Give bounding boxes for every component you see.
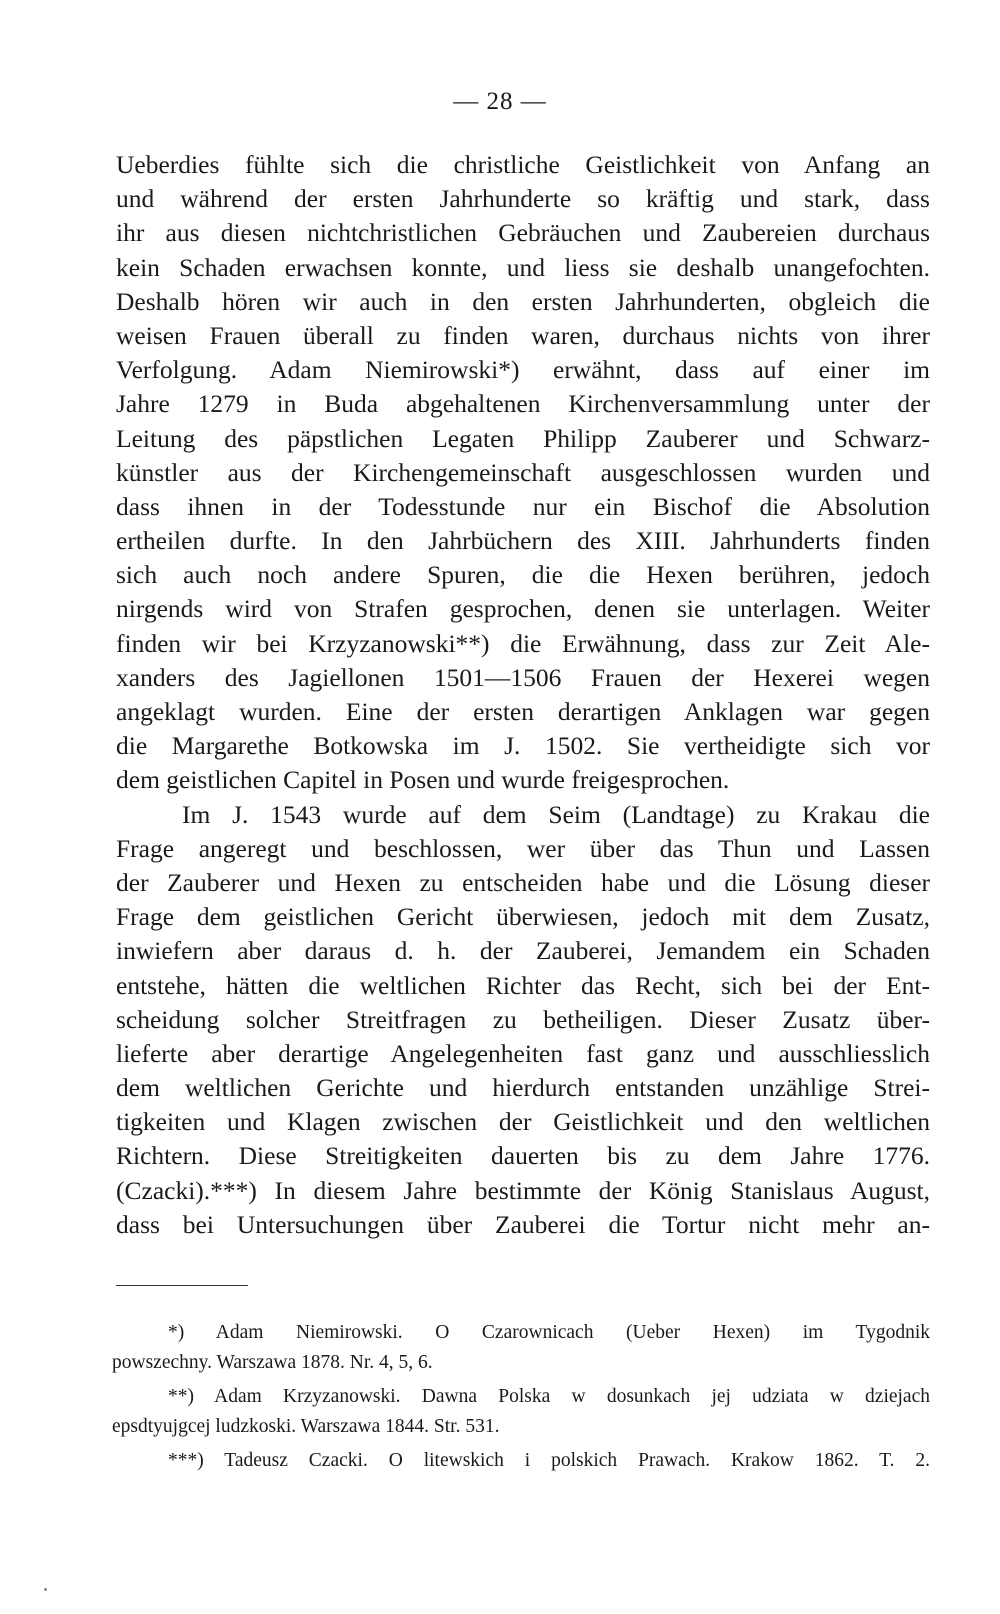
paragraph-1 — [116, 148, 930, 798]
footnotes — [112, 1318, 930, 1476]
text-line: (Czacki).***) In diesem Jahre bestimmte der König Stanislaus August, — [116, 1175, 930, 1205]
text-line: finden wir bei Krzyzanowski**) die Erwähnung, dass zur Zeit Ale- — [116, 628, 930, 658]
text-line: tigkeiten und Klagen zwischen der Geistlichkeit und den weltlichen — [116, 1107, 930, 1137]
text-line: ertheilen durfte. In den Jahrbüchern des XIII. Jahrhunderts finden — [116, 526, 930, 556]
text-line: Verfolgung. Adam Niemirowski*) erwähnt, dass auf einer im — [116, 355, 930, 385]
text-line: inwiefern aber daraus d. h. der Zauberei, Jemandem ein Schaden — [116, 936, 930, 966]
text-line: künstler aus der Kirchengemeinschaft ausgeschlossen wurden und — [116, 457, 930, 487]
text-line: Richtern. Diese Streitigkeiten dauerten bis zu dem Jahre 1776. — [116, 1141, 930, 1171]
text-line: dem weltlichen Gerichte und hierdurch entstanden unzählige Strei- — [116, 1073, 930, 1103]
text-line: dass ihnen in der Todesstunde nur ein Bischof die Absolution — [116, 491, 930, 521]
footnote-line: ***) Tadeusz Czacki. O litewskich i polskich Prawach. Krakow 1862. T. 2. — [168, 1450, 930, 1471]
footnote-line: epsdtyujgcej ludzkoski. Warszawa 1844. Str. 531. — [112, 1416, 500, 1437]
text-line: kein Schaden erwachsen konnte, und liess sie deshalb unangefochten. — [116, 252, 930, 282]
scan-speck — [44, 1588, 47, 1591]
text-line: Leitung des päpstlichen Legaten Philipp Zauberer und Schwarz- — [116, 423, 930, 453]
footnote-1 — [112, 1318, 930, 1378]
footnote-divider — [116, 1285, 248, 1286]
footnote-line: powszechny. Warszawa 1878. Nr. 4, 5, 6. — [112, 1352, 433, 1373]
text-line: Jahre 1279 in Buda abgehaltenen Kirchenversammlung unter der — [116, 389, 930, 419]
text-line: scheidung solcher Streitfragen zu betheiligen. Dieser Zusatz über- — [116, 1004, 930, 1034]
text-line: ihr aus diesen nichtchristlichen Gebräuchen und Zaubereien durchaus — [116, 218, 930, 248]
footnote-3 — [112, 1446, 930, 1476]
footnote-line: *) Adam Niemirowski. O Czarownicach (Ueber Hexen) im Tygodnik — [168, 1322, 930, 1343]
text-line: und während der ersten Jahrhunderte so kräftig und stark, dass — [116, 184, 930, 214]
text-line: lieferte aber derartige Angelegenheiten fast ganz und ausschliesslich — [116, 1038, 930, 1068]
text-line: dem geistlichen Capitel in Posen und wurde freigesprochen. — [116, 765, 730, 795]
text-line: nirgends wird von Strafen gesprochen, denen sie unterlagen. Weiter — [116, 594, 930, 624]
footnote-line: **) Adam Krzyzanowski. Dawna Polska w dosunkach jej udziata w dziejach — [168, 1386, 930, 1407]
text-line: Frage angeregt und beschlossen, wer über das Thun und Lassen — [116, 833, 930, 863]
paragraph-2 — [116, 798, 930, 1242]
text-line: Ueberdies fühlte sich die christliche Geistlichkeit von Anfang an — [116, 150, 930, 179]
text-line: der Zauberer und Hexen zu entscheiden habe und die Lösung dieser — [116, 867, 930, 897]
footnote-2 — [112, 1382, 930, 1442]
text-line: angeklagt wurden. Eine der ersten derartigen Anklagen war gegen — [116, 697, 930, 726]
text-line: Deshalb hören wir auch in den ersten Jahrhunderten, obgleich die — [116, 286, 930, 316]
text-line: die Margarethe Botkowska im J. 1502. Sie vertheidigte sich vor — [116, 731, 930, 761]
text-line: xanders des Jagiellonen 1501—1506 Frauen der Hexerei wegen — [116, 662, 930, 692]
text-line: Frage dem geistlichen Gericht überwiesen, jedoch mit dem Zusatz, — [116, 902, 930, 932]
text-line: dass bei Untersuchungen über Zauberei die Tortur nicht mehr an- — [116, 1209, 930, 1239]
text-line: Im J. 1543 wurde auf dem Seim (Landtage) zu Krakau die — [182, 799, 930, 829]
main-text — [116, 148, 930, 1242]
text-line: entstehe, hätten die weltlichen Richter das Recht, sich bei der Ent- — [116, 970, 930, 1000]
page-number: — 28 — — [453, 88, 547, 115]
text-line: sich auch noch andere Spuren, die die Hexen berühren, jedoch — [116, 560, 930, 590]
text-line: weisen Frauen überall zu finden waren, durchaus nichts von ihrer — [116, 320, 930, 350]
